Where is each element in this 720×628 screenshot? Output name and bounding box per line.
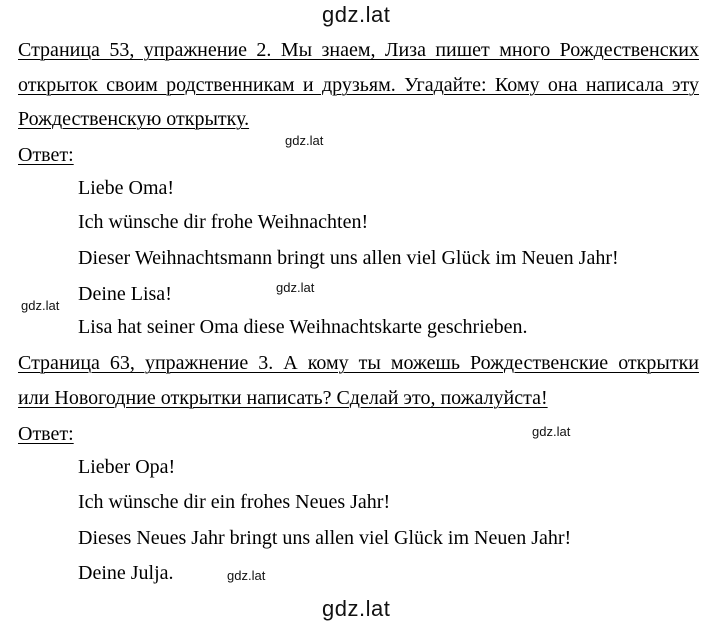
task2-line-1: Страница 63, упражнение 3. А кому ты можешь Рождественские открытки: [18, 352, 699, 374]
letter1-line-4: Deine Lisa!: [78, 283, 172, 305]
watermark-letter1: gdz.lat: [276, 280, 315, 295]
answer1-label: Ответ:: [18, 144, 74, 166]
letter1-line-2: Ich wünsche dir frohe Weihnachten!: [78, 211, 369, 233]
task2-line-2: или Новогодние открытки написать? Сделай это, пожалуйста!: [18, 387, 548, 409]
watermark-letter2: gdz.lat: [227, 568, 266, 583]
letter1-line-5: Lisa hat seiner Oma diese Weihnachtskarte geschrieben.: [78, 316, 528, 338]
watermark-answer1: gdz.lat: [285, 133, 324, 148]
task1-line-2: открыток своим родственникам и друзьям. Угадайте: Кому она написала эту: [18, 74, 699, 96]
letter1-line-1: Liebe Oma!: [78, 177, 175, 199]
task1-line-3: Рождественскую открытку.: [18, 108, 250, 130]
answer2-label: Ответ:: [18, 423, 74, 445]
letter2-line-1: Lieber Opa!: [78, 456, 176, 478]
letter2-line-2: Ich wünsche dir ein frohes Neues Jahr!: [78, 491, 391, 513]
letter1-line-3: Dieser Weihnachtsmann bringt uns allen viel Glück im Neuen Jahr!: [78, 247, 619, 269]
watermark-top: gdz.lat: [322, 2, 391, 27]
task1-line-1: Страница 53, упражнение 2. Мы знаем, Лиза пишет много Рождественских: [18, 39, 699, 61]
letter2-line-4: Deine Julja.: [78, 562, 174, 584]
watermark-answer2: gdz.lat: [532, 424, 571, 439]
watermark-bottom: gdz.lat: [322, 596, 391, 621]
letter2-line-3: Dieses Neues Jahr bringt uns allen viel Glück im Neuen Jahr!: [78, 527, 572, 549]
watermark-left: gdz.lat: [21, 298, 60, 313]
